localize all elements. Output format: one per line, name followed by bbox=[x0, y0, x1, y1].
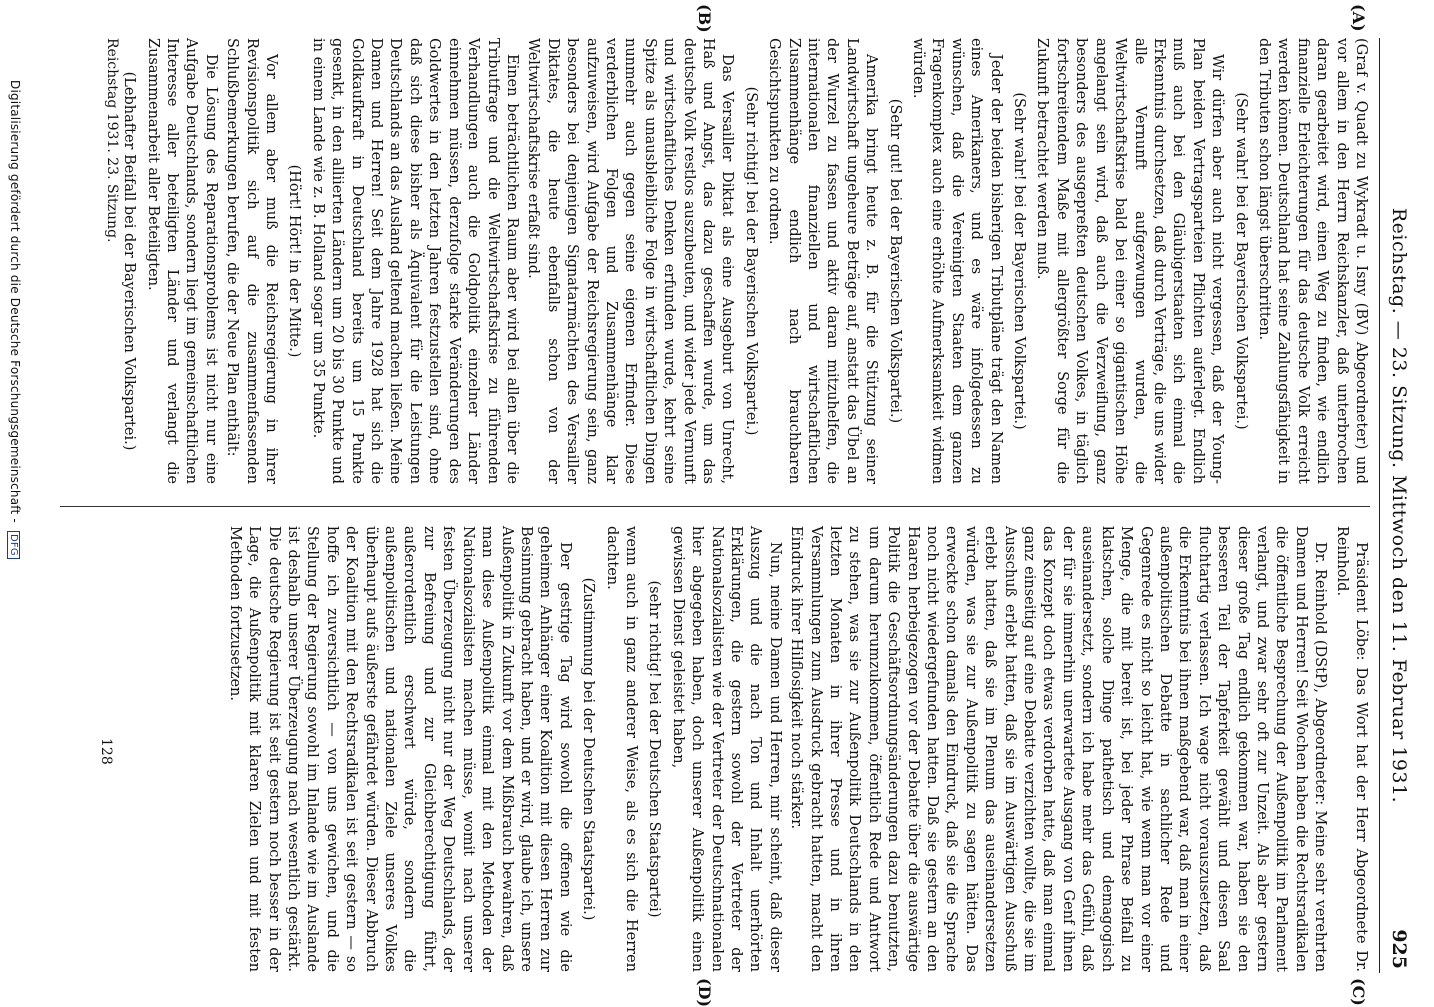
left-paragraph: (Hört! Hört! in der Mitte.) bbox=[286, 164, 303, 358]
right-paragraph: Dr. Reinhold (DStP), Abgeordneter: Meine sehr verehrten Damen und Herren! Seit Wochen haben die Rechtsradikalen die öffentliche Besprechung der Außenpolitik im Parlament verlangt, und zwar sehr oft zur Unzeit. Als aber gestern dieser große Tag endlich gekommen war, haben sie den besseren Teil der Tapferkeit gewählt und diesen Saal fluchtartig verlassen. Ich wage nicht vorauszusetzen, daß die Erkenntnis bei ihnen maßgebend war, daß man in einer außenpolitischen Debatte in sachlicher Rede und Gegenrede es nicht so leicht hat, wie wenn man vor einer Menge, die mit bereit ist, bei jeder Phrase Beifall zu klatschen, solche Dinge pathetisch und demagogisch auseinandersetzt, sondern ich habe mehr das Gefühl, daß der für sie immerhin unerwartete Ausgang von Genf ihnen das Konzept doch etwas verdorben hatte, daß man einmal ganz einseitig auf eine Debatte verzichten wollte, die sie im Ausschuß erlebt hatten, daß sie im Auswärtigen Ausschuß erlebt hatten, daß sie im Plenum das auseinandersetzen würden, was sie zur Außenpolitik zu sagen hätten. Das erweckte schon damals den Eindruck, daß sie die Sprache noch nicht wiedergefunden hatten. Daß sie gestern an den Haaren herbeigezogen vor der Debatte über die auswärtige Politik die Geschäftsordnungsänderungen dazu benutzten, um darum herumzukommen, öffentlich Rede und Antwort zu stehen, was sie zur Außenpolitik Deutschlands in den letzten Monaten in ihrer Presse und in ihren Versammlungen zum Ausdruck gebracht hatten, macht den Eindruck ihrer Hilflosigkeit noch stärker. bbox=[788, 526, 1329, 972]
header-title: Reichstag. — 23. Sitzung. Mittwoch den 11. Februar 1931. bbox=[1388, 207, 1410, 804]
left-paragraph: Einen beträchtlichen Raum aber wird bei allen über die Tributfrage und die Weltwirtschaftskrise zu führenden Verhandlungen auch die Goldpolitik einzelner Länder einnehmen müssen, derzufolge starke Veränderungen des Goldwertes in den letzten Jahren festzustellen sind, ohne daß sich diese bisher als Äquivalent für die Leistungen Deutschlands an das Ausland geltend machen ließen. Meine Damen und Herren! Seit dem Jahre 1928 hat sich die Goldkaufkraft in Deutschland bereits um 15 Punkte gesenkt, in den alliierten Ländern um 20 bis 30 Punkte und in einem Lande wie z. B. Holland sogar um 35 Punkte. bbox=[309, 38, 520, 484]
left-paragraph: (Sehr richtig! bei der Bayerischen Volkspartei.) bbox=[742, 86, 759, 436]
digitization-note-text: Digitalisierung gefördert durch die Deutsche Forschungsgemeinschaft - bbox=[8, 80, 22, 523]
margin-marker-a: (A) bbox=[1349, 4, 1368, 32]
left-column bbox=[120, 38, 1370, 484]
left-paragraph: Vor allem aber muß die Reichsregierung in ihrer Revisionspolitik sich auf die zusammenfassenden Schlußbemerkungen berufen, die der Neue Plan enthält: bbox=[224, 38, 280, 484]
page-footer: Reichstag 1931. 23. Sitzung. bbox=[104, 38, 120, 243]
right-paragraph: Der gestrige Tag wird sowohl die offenen wie die geheimen Anhänger einer Koalition mit diesen Herren zur Besinnung gebracht haben, und er wird, glaube ich, unsere Außenpolitik in Zukunft vor dem Mißbrauch bewahren, daß man diese Außenpolitik einmal mit den Methoden der Nationalsozialisten machen müsse, womit nach unserer festen Überzeugung nicht nur der Weg Deutschlands, der zur Befreiung und zur Gleichberechtigung führt, außerordentlich erschwert würde, sondern die außenpolitischen und nationalen Ziele unseres Volkes überhaupt aufs äußerste gefährdet würden. Dieser Abbruch der Koalition mit den Rechtsradikalen ist seit gestern — so hoffe ich zuversichtlich — von uns gewichen, und die Stellung der Regierung sowohl im Inlande wie im Auslande ist deshalb unserer Überzeugung nach wesentlich gestärkt. Die deutsche Regierung ist seit gestern noch besser in der Lage, die Außenpolitik mit klaren Zielen und mit festen Methoden fortzusetzen. bbox=[226, 526, 573, 972]
right-paragraph: Präsident Löbe: Das Wort hat der Herr Abgeordnete Dr. Reinhold. bbox=[1333, 526, 1369, 972]
left-paragraph: (Lebhafter Beifall bei der Bayerischen Volkspartei.) bbox=[121, 71, 138, 451]
left-paragraph: Amerika bringt heute z. B. für die Stützung seiner Landwirtschaft ungeheure Beträge auf, anstatt das Übel an der Wurzel zu fassen und aktiv daran mitzuhelfen, die internationalen finanziellen und wirtschaftlichen Zusammenhänge endlich nach brauchbaren Gesichtspunkten zu ordnen. bbox=[766, 38, 880, 484]
header-page-number: 925 bbox=[1388, 929, 1410, 969]
right-column bbox=[120, 526, 1370, 972]
digitization-note bbox=[7, 80, 22, 559]
right-paragraph: wenn auch in ganz anderer Weise, als es sich die Herren dachten. bbox=[603, 526, 639, 972]
page-header bbox=[1379, 38, 1414, 973]
left-paragraph: Wir dürfen aber auch nicht vergessen, daß der Young-Plan beiden Vertragsparteien Pflichten auferlegt. Endlich muß auch bei den Gläubigerstaaten sich einmal die Erkenntnis durchsetzen, daß durch Verträge, die uns wider alle Vernunft aufgezwungen wurden, die Weltwirtschaftskrise bald bei einer so gigantischen Höhe angelangt sein wird, daß auch die Verzweiflung, ganz besonders des ausgepreßten deutschen Volkes, in täglich fortschreitendem Maße mit allergrößter Sorge für die Zukunft betrachtet werden muß. bbox=[1034, 38, 1226, 484]
column-divider bbox=[60, 506, 1370, 507]
left-paragraph: (Sehr gut! bei der Bayerischen Volkspartei.) bbox=[886, 98, 903, 424]
margin-marker-b: (B) bbox=[695, 4, 714, 33]
left-paragraph: Jeder der beiden bisherigen Tributpläne trägt den Namen eines Amerikaners, und es wäre infolgedessen zu wünschen, daß die Vereinigten Staaten dem ganzen Fragenkomplex auch eine erhöhte Aufmerksamkeit widmen würden. bbox=[910, 38, 1004, 484]
right-paragraph: (sehr richtig! bei der Deutschen Staatspartei) bbox=[646, 580, 663, 918]
margin-marker-d: (D) bbox=[695, 978, 714, 1007]
page-content bbox=[34, 4, 1414, 1007]
right-paragraph: (Zustimmung bei der Deutschen Staatspartei.) bbox=[580, 577, 597, 921]
left-paragraph: (Sehr wahr! bei der Bayerischen Volkspartei.) bbox=[1011, 92, 1028, 430]
left-paragraph: Die Lösung des Reparationsproblems ist nicht nur eine Aufgabe Deutschlands, sondern liegt im gemeinschaftlichen Interesse aller beteiligten Länder und verlangt die Zusammenarbeit aller Beteiligten. bbox=[144, 38, 219, 484]
right-paragraph: Nun, meine Damen und Herren, mir scheint, daß dieser Auszug und die nach Ton und Inhalt unerhörten Erklärungen, die gestern sowohl der Vertreter der Nationalsozialisten wie der Vertreter der Deutschnationalen hier abgegeben haben, doch unserer Außenpolitik einen gewissen Dienst geleistet haben, bbox=[669, 526, 783, 972]
left-paragraph: (Sehr wahr! bei der Bayerischen Volkspartei.) bbox=[1232, 92, 1249, 430]
left-paragraph: (Graf v. Quadt zu Wykradt u. Isny (BV) Abgeordneter) und vor allem in den Herrn Reichskanzler, daß unterbrochen daran gearbeitet wird, einen Weg zu finden, wie endlich finanzielle Erleichterungen für das deutsche Volk erreicht werden können. Deutschland hat seine Zahlungsfähigkeit in den Tributen schon längst überschritten. bbox=[1255, 38, 1369, 484]
footer-page-number: 128 bbox=[98, 738, 114, 765]
left-paragraph: Das Versailler Diktat als eine Ausgeburt von Unrecht, Haß und Angst, das dazu geschaffen wurde, um das deutsche Volk restlos auszubeuten, und wider jede Vernunft und wirtschaftliches Denken erfunden wurde, kehrt seine Spitze als unausbleibliche Folge in wirtschaftlichen Dingen nunmehr auch gegen seine eigenen Erfinder. Diese verderblichen Folgen und Zusammenhänge klar aufzuweisen, wird Aufgabe der Reichsregierung sein, ganz besonders bei denjenigen Signatarmächten des Versailler Diktates, die heute ebenfalls schon von der Weltwirtschaftskrise erfaßt sind. bbox=[525, 38, 736, 484]
dfg-logo: DFG bbox=[7, 531, 20, 559]
margin-marker-c: (C) bbox=[1349, 978, 1368, 1006]
